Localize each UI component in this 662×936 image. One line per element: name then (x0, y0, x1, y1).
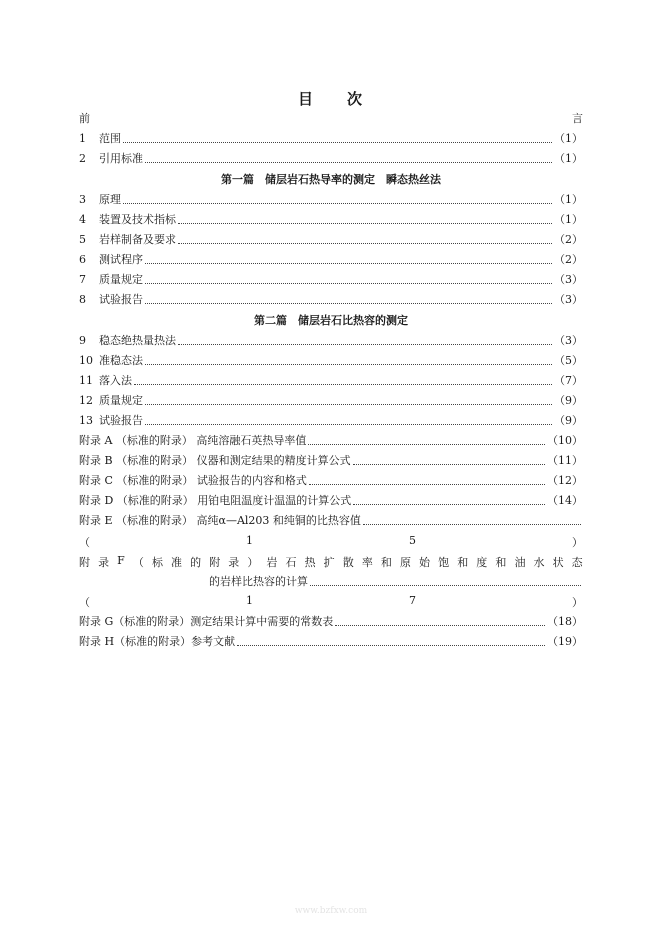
entry-number: 12 (79, 394, 93, 407)
leader-dots (178, 335, 552, 345)
toc-entry[interactable] (79, 231, 583, 247)
appendix-f-char: 附 (209, 556, 221, 569)
entry-page: （3） (554, 334, 583, 347)
entry-label: 装置及技术指标 (99, 213, 176, 226)
entry-number: 9 (79, 334, 86, 347)
leader-dots (145, 294, 552, 304)
appendix-f-char: 和 (457, 556, 469, 569)
toc-entry[interactable] (79, 271, 583, 287)
entry-label: 落入法 (99, 374, 132, 387)
page-char: 5 (409, 534, 416, 547)
leader-dots (145, 153, 552, 163)
leader-dots (178, 234, 552, 244)
leader-dots (309, 475, 545, 485)
entry-label: 试验报告 (99, 293, 143, 306)
toc-appendix-entry[interactable] (79, 633, 583, 649)
toc-appendix-entry[interactable] (79, 613, 583, 629)
page-char: ） (572, 596, 583, 609)
appendix-f-char: 状 (552, 556, 564, 569)
appendix-f-char: 散 (342, 556, 354, 569)
toc-preface[interactable] (79, 110, 583, 126)
page-char: 1 (246, 594, 253, 607)
appendix-f-line-2[interactable] (209, 573, 583, 589)
entry-number: 1 (79, 132, 86, 145)
entry-page: （3） (554, 273, 583, 286)
appendix-label: 附录 A （标准的附录） 高纯溶融石英热导率值 (79, 434, 307, 447)
page-char: （ (79, 536, 90, 549)
entry-page: （9） (554, 414, 583, 427)
part-one-heading: 第一篇 储层岩石热导率的测定 瞬态热丝法 (221, 173, 441, 186)
entry-number: 6 (79, 253, 86, 266)
entry-page: （11） (547, 454, 583, 467)
entry-page: （3） (554, 293, 583, 306)
appendix-f-char: 录 (228, 556, 240, 569)
entry-page: （7） (554, 374, 583, 387)
appendix-f-char: F (117, 554, 125, 567)
entry-page: （12） (547, 474, 583, 487)
entry-label: 岩样制备及要求 (99, 233, 176, 246)
preface-char-2: 言 (572, 112, 583, 125)
entry-label: 稳态绝热量热法 (99, 334, 176, 347)
appendix-f-char: 油 (514, 556, 526, 569)
toc-entry[interactable] (79, 291, 583, 307)
appendix-f-char: 录 (98, 556, 110, 569)
appendix-f-char: 率 (361, 556, 373, 569)
appendix-f-continuation: 的岩样比热容的计算 (209, 575, 308, 588)
entry-number: 13 (79, 414, 93, 427)
leader-dots (145, 415, 552, 425)
appendix-f-line-1[interactable] (79, 554, 583, 570)
leader-dots (145, 254, 552, 264)
page-char: （ (79, 596, 90, 609)
entry-number: 2 (79, 152, 86, 165)
toc-appendix-entry[interactable] (79, 432, 583, 448)
appendix-e-page-line (79, 534, 583, 550)
leader-dots (145, 355, 552, 365)
entry-label: 引用标准 (99, 152, 143, 165)
title-char-1: 目 (297, 90, 315, 108)
entry-label: 范围 (99, 132, 121, 145)
leader-dots (335, 616, 545, 626)
leader-dots (363, 515, 581, 525)
preface-char-1: 前 (79, 112, 90, 125)
entry-label: 测试程序 (99, 253, 143, 266)
entry-page: （9） (554, 394, 583, 407)
entry-number: 8 (79, 293, 86, 306)
appendix-f-char: 和 (380, 556, 392, 569)
appendix-f-char: 饱 (438, 556, 450, 569)
leader-dots (123, 133, 552, 143)
entry-number: 10 (79, 354, 93, 367)
toc-appendix-entry[interactable] (79, 512, 583, 528)
appendix-f-char: 附 (79, 556, 90, 569)
appendix-f-char: 石 (285, 556, 297, 569)
leader-dots (145, 274, 552, 284)
page-char: 7 (409, 594, 416, 607)
toc-entry[interactable] (79, 191, 583, 207)
appendix-f-char: 标 (151, 556, 163, 569)
entry-label: 原理 (99, 193, 121, 206)
appendix-label: 附录 E （标准的附录） 高纯α—Al203 和纯铜的比热容值 (79, 514, 361, 527)
appendix-f-char: 原 (399, 556, 411, 569)
appendix-f-char: ） (247, 556, 259, 569)
appendix-f-char: 的 (190, 556, 202, 569)
appendix-f-char: （ (132, 556, 144, 569)
entry-number: 3 (79, 193, 86, 206)
toc-appendix-entry[interactable] (79, 492, 583, 508)
appendix-f-char: 始 (419, 556, 431, 569)
entry-number: 4 (79, 213, 86, 226)
entry-page: （1） (554, 213, 583, 226)
leader-dots (353, 495, 545, 505)
page-char: ） (572, 536, 583, 549)
entry-page: （10） (547, 434, 583, 447)
entry-number: 5 (79, 233, 86, 246)
toc-entry[interactable] (79, 211, 583, 227)
appendix-label: 附录 D （标准的附录） 用铂电阻温度计温温的计算公式 (79, 494, 352, 507)
leader-dots (237, 636, 545, 646)
leader-dots (310, 576, 581, 586)
entry-page: （1） (554, 152, 583, 165)
leader-dots (145, 395, 552, 405)
page-title (0, 88, 662, 109)
toc-entry[interactable] (79, 392, 583, 408)
entry-page: （1） (554, 193, 583, 206)
appendix-f-char: 水 (533, 556, 545, 569)
entry-label: 准稳态法 (99, 354, 143, 367)
title-char-2: 次 (347, 90, 365, 108)
entry-page: （2） (554, 253, 583, 266)
appendix-f-char: 岩 (266, 556, 278, 569)
appendix-label: 附录 H（标准的附录）参考文献 (79, 635, 236, 648)
entry-label: 质量规定 (99, 394, 143, 407)
toc-entry[interactable] (79, 352, 583, 368)
entry-number: 7 (79, 273, 86, 286)
leader-dots (134, 375, 552, 385)
leader-dots (123, 194, 552, 204)
appendix-f-char: 准 (171, 556, 183, 569)
page-char: 1 (246, 534, 253, 547)
appendix-f-char: 热 (304, 556, 316, 569)
toc-entry[interactable] (79, 130, 583, 146)
appendix-label: 附录 B （标准的附录） 仪器和测定结果的精度计算公式 (79, 454, 351, 467)
entry-number: 11 (79, 374, 93, 387)
leader-dots (308, 435, 545, 445)
appendix-label: 附录 G（标准的附录）测定结果计算中需要的常数表 (79, 615, 334, 628)
appendix-label: 附录 C （标准的附录） 试验报告的内容和格式 (79, 474, 307, 487)
entry-page: （1） (554, 132, 583, 145)
entry-page: （18） (547, 615, 583, 628)
toc-appendix-entry[interactable] (79, 472, 583, 488)
entry-page: （14） (547, 494, 583, 507)
toc-entry[interactable] (79, 150, 583, 166)
leader-dots (353, 455, 545, 465)
appendix-f-char: 和 (495, 556, 507, 569)
entry-page: （2） (554, 233, 583, 246)
toc-appendix-entry[interactable] (79, 452, 583, 468)
entry-label: 试验报告 (99, 414, 143, 427)
toc-entry[interactable] (79, 412, 583, 428)
appendix-f-char: 度 (476, 556, 488, 569)
appendix-f-char: 态 (571, 556, 583, 569)
toc-entry[interactable] (79, 251, 583, 267)
toc-entry[interactable] (79, 372, 583, 388)
part-two-heading: 第二篇 储层岩石比热容的测定 (254, 314, 408, 327)
appendix-f-char: 扩 (323, 556, 335, 569)
entry-label: 质量规定 (99, 273, 143, 286)
toc-entry[interactable] (79, 332, 583, 348)
appendix-f-page-line (79, 594, 583, 610)
leader-dots (178, 214, 552, 224)
watermark-footer: www.bzfxw.com (294, 906, 368, 916)
entry-page: （19） (547, 635, 583, 648)
entry-page: （5） (554, 354, 583, 367)
